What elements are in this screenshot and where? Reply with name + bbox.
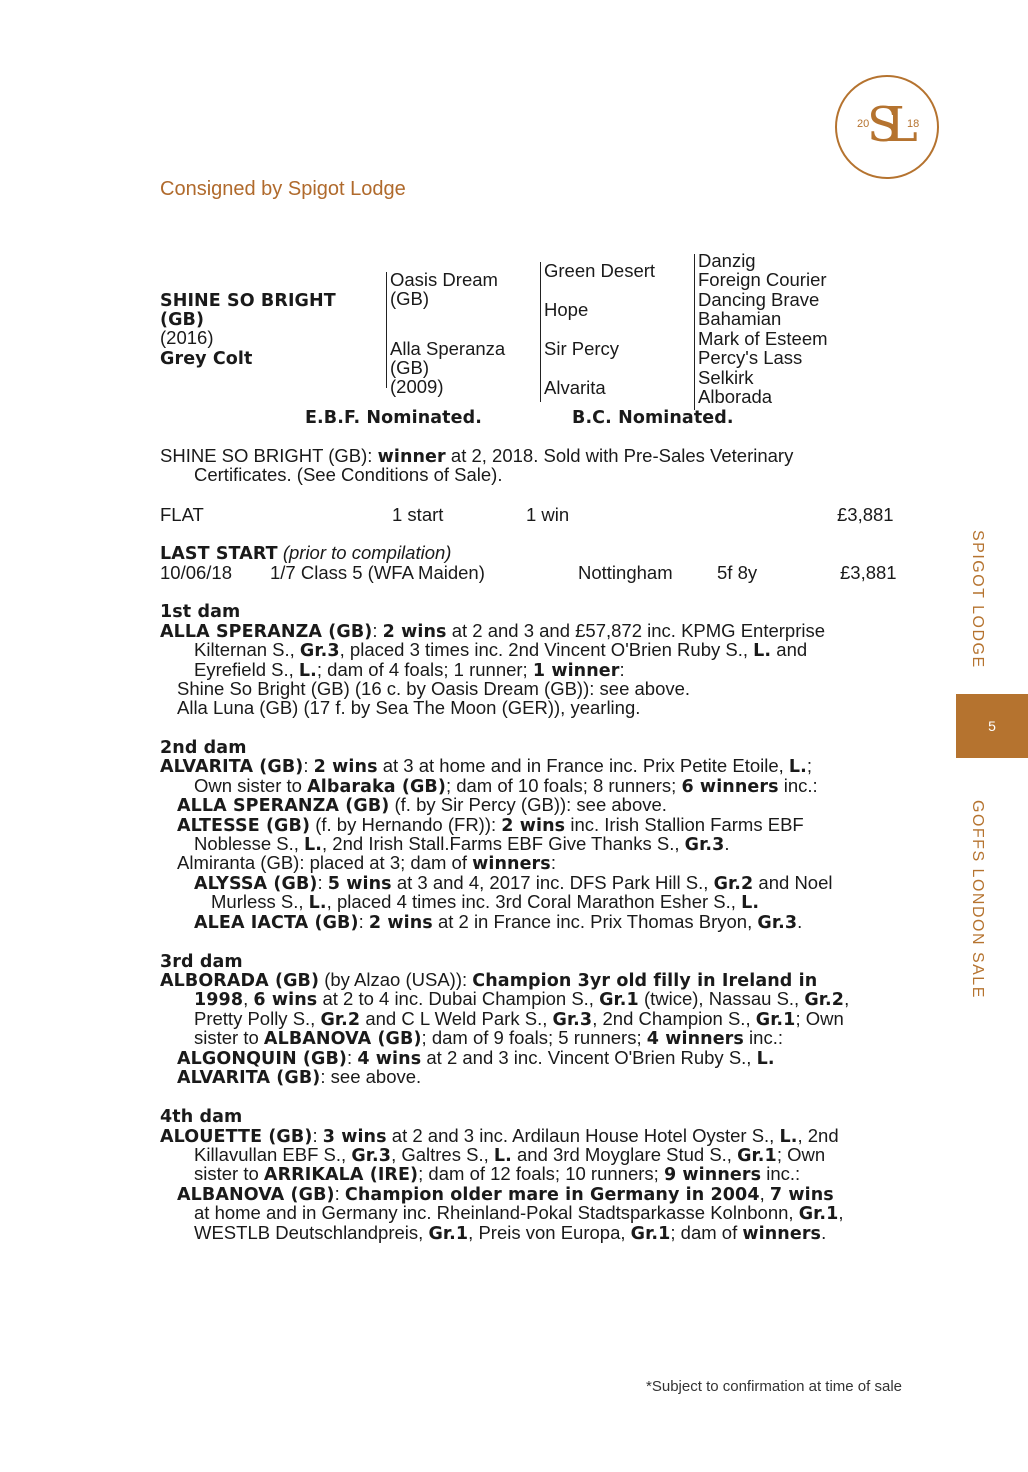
ggs-4: Bahamian: [698, 308, 782, 329]
dam-name: Alla Speranza: [390, 338, 506, 359]
flat-wins: 1 win: [526, 504, 570, 525]
pedigree-line-3: [694, 254, 695, 410]
ggs-3: Dancing Brave: [698, 289, 820, 310]
dam2-line-9: ALEA IACTA (GB): 2 wins at 2 in France inc. Prix Thomas Bryon, Gr.3.: [194, 911, 803, 933]
dam1-heading: 1st dam: [160, 602, 241, 622]
dam2-line-8: Murless S., L., placed 4 times inc. 3rd Coral Marathon Esher S., L.: [211, 891, 760, 913]
dam4-heading: 4th dam: [160, 1107, 243, 1127]
sire-country: (GB): [390, 288, 430, 309]
dam1-line-2: Kilternan S., Gr.3, placed 3 times inc. 2nd Vincent O'Brien Ruby S., L. and: [194, 639, 808, 661]
flat-label: FLAT: [160, 504, 204, 525]
dam4-line-1: ALOUETTE (GB): 3 wins at 2 and 3 inc. Ardilaun House Hotel Oyster S., L., 2nd: [160, 1125, 839, 1147]
dam3-heading: 3rd dam: [160, 952, 243, 972]
horse-country: (GB): [160, 310, 205, 330]
dam3-line-4: sister to ALBANOVA (GB); dam of 9 foals; 5 runners; 4 winners inc.:: [194, 1027, 783, 1049]
dam2-line-7: ALYSSA (GB): 5 wins at 3 and 4, 2017 inc. DFS Park Hill S., Gr.2 and Noel: [194, 872, 833, 894]
dam4-line-5: at home and in Germany inc. Rheinland-Pokal Stadtsparkasse Kolnbonn, Gr.1,: [194, 1202, 844, 1224]
dam1-line-1: ALLA SPERANZA (GB): 2 wins at 2 and 3 and £57,872 inc. KPMG Enterprise: [160, 620, 826, 642]
ggs-8: Alborada: [698, 386, 773, 407]
last-start-result: 1/7 Class 5 (WFA Maiden): [270, 562, 485, 583]
horse-description: Grey Colt: [160, 349, 253, 369]
dam3-line-2: 1998, 6 wins at 2 to 4 inc. Dubai Champion S., Gr.1 (twice), Nassau S., Gr.2,: [194, 988, 850, 1010]
ebf-nominated: E.B.F. Nominated.: [305, 408, 482, 428]
dam2-line-6: Almiranta (GB): placed at 3; dam of winners:: [177, 852, 556, 874]
lot-number-tab: 5: [956, 694, 1028, 758]
grandsire-3: Sir Percy: [544, 338, 620, 359]
sidebar-sale-name: GOFFS LONDON SALE: [969, 800, 986, 999]
last-start-prize: £3,881: [840, 562, 897, 583]
grandsire-4: Alvarita: [544, 377, 606, 398]
ggs-7: Selkirk: [698, 367, 754, 388]
summary-line-1: SHINE SO BRIGHT (GB): winner at 2, 2018. Sold with Pre-Sales Veterinary: [160, 445, 794, 467]
dam-country: (GB): [390, 357, 430, 378]
summary-line-2: Certificates. (See Conditions of Sale).: [194, 464, 503, 485]
grandsire-1: Green Desert: [544, 260, 656, 281]
logo-year-right: 18: [907, 118, 920, 130]
ggs-6: Percy's Lass: [698, 347, 803, 368]
last-start-course: Nottingham: [578, 562, 673, 583]
dam2-line-1: ALVARITA (GB): 2 wins at 3 at home and in France inc. Prix Petite Etoile, L.;: [160, 755, 813, 777]
logo-year-left: 20: [857, 118, 870, 130]
ggs-2: Foreign Courier: [698, 269, 827, 290]
consigned-heading: Consigned by Spigot Lodge: [160, 178, 406, 200]
pedigree-line-1: [386, 272, 387, 388]
ggs-5: Mark of Esteem: [698, 328, 828, 349]
dam3-line-6: ALVARITA (GB): see above.: [177, 1066, 422, 1088]
horse-year: (2016): [160, 327, 214, 348]
logo-letters: SL: [867, 97, 904, 153]
dam2-line-5: Noblesse S., L., 2nd Irish Stall.Farms EBF Give Thanks S., Gr.3.: [194, 833, 730, 855]
dam4-line-4: ALBANOVA (GB): Champion older mare in Germany in 2004, 7 wins: [177, 1183, 834, 1205]
last-start-heading: LAST START (prior to compilation): [160, 542, 452, 564]
flat-starts: 1 start: [392, 504, 444, 525]
dam2-line-2: Own sister to Albaraka (GB); dam of 10 foals; 8 runners; 6 winners inc.:: [194, 775, 818, 797]
dam2-line-3: ALLA SPERANZA (GB) (f. by Sir Percy (GB)): see above.: [177, 794, 667, 816]
dam1-foal-1: Shine So Bright (GB) (16 c. by Oasis Dream (GB)): see above.: [177, 678, 691, 699]
dam1-line-3: Eyrefield S., L.; dam of 4 foals; 1 runner; 1 winner:: [194, 659, 625, 681]
dam3-line-1: ALBORADA (GB) (by Alzao (USA)): Champion 3yr old filly in Ireland in: [160, 969, 818, 991]
dam4-line-6: WESTLB Deutschlandpreis, Gr.1, Preis von Europa, Gr.1; dam of winners.: [194, 1222, 827, 1244]
sidebar-consignor: SPIGOT LODGE: [969, 530, 986, 669]
dam2-line-4: ALTESSE (GB) (f. by Hernando (FR)): 2 wins inc. Irish Stallion Farms EBF: [177, 814, 804, 836]
last-start-date: 10/06/18: [160, 562, 233, 583]
bc-nominated: B.C. Nominated.: [572, 408, 734, 428]
dam3-line-5: ALGONQUIN (GB): 4 wins at 2 and 3 inc. Vincent O'Brien Ruby S., L.: [177, 1047, 775, 1069]
footer-note: *Subject to confirmation at time of sale: [646, 1378, 902, 1395]
sire-name: Oasis Dream: [390, 269, 498, 290]
last-start-distance: 5f 8y: [717, 562, 758, 583]
ggs-1: Danzig: [698, 250, 756, 271]
dam2-heading: 2nd dam: [160, 738, 247, 758]
horse-name: SHINE SO BRIGHT: [160, 291, 336, 311]
spigot-lodge-logo: [835, 75, 939, 179]
dam1-foal-2: Alla Luna (GB) (17 f. by Sea The Moon (GER)), yearling.: [177, 697, 641, 718]
dam-year: (2009): [390, 376, 444, 397]
flat-prize: £3,881: [837, 504, 894, 525]
pedigree-line-2: [540, 262, 541, 402]
dam3-line-3: Pretty Polly S., Gr.2 and C L Weld Park S., Gr.3, 2nd Champion S., Gr.1; Own: [194, 1008, 844, 1030]
dam4-line-3: sister to ARRIKALA (IRE); dam of 12 foals; 10 runners; 9 winners inc.:: [194, 1163, 801, 1185]
grandsire-2: Hope: [544, 299, 589, 320]
dam4-line-2: Killavullan EBF S., Gr.3, Galtres S., L. and 3rd Moyglare Stud S., Gr.1; Own: [194, 1144, 826, 1166]
